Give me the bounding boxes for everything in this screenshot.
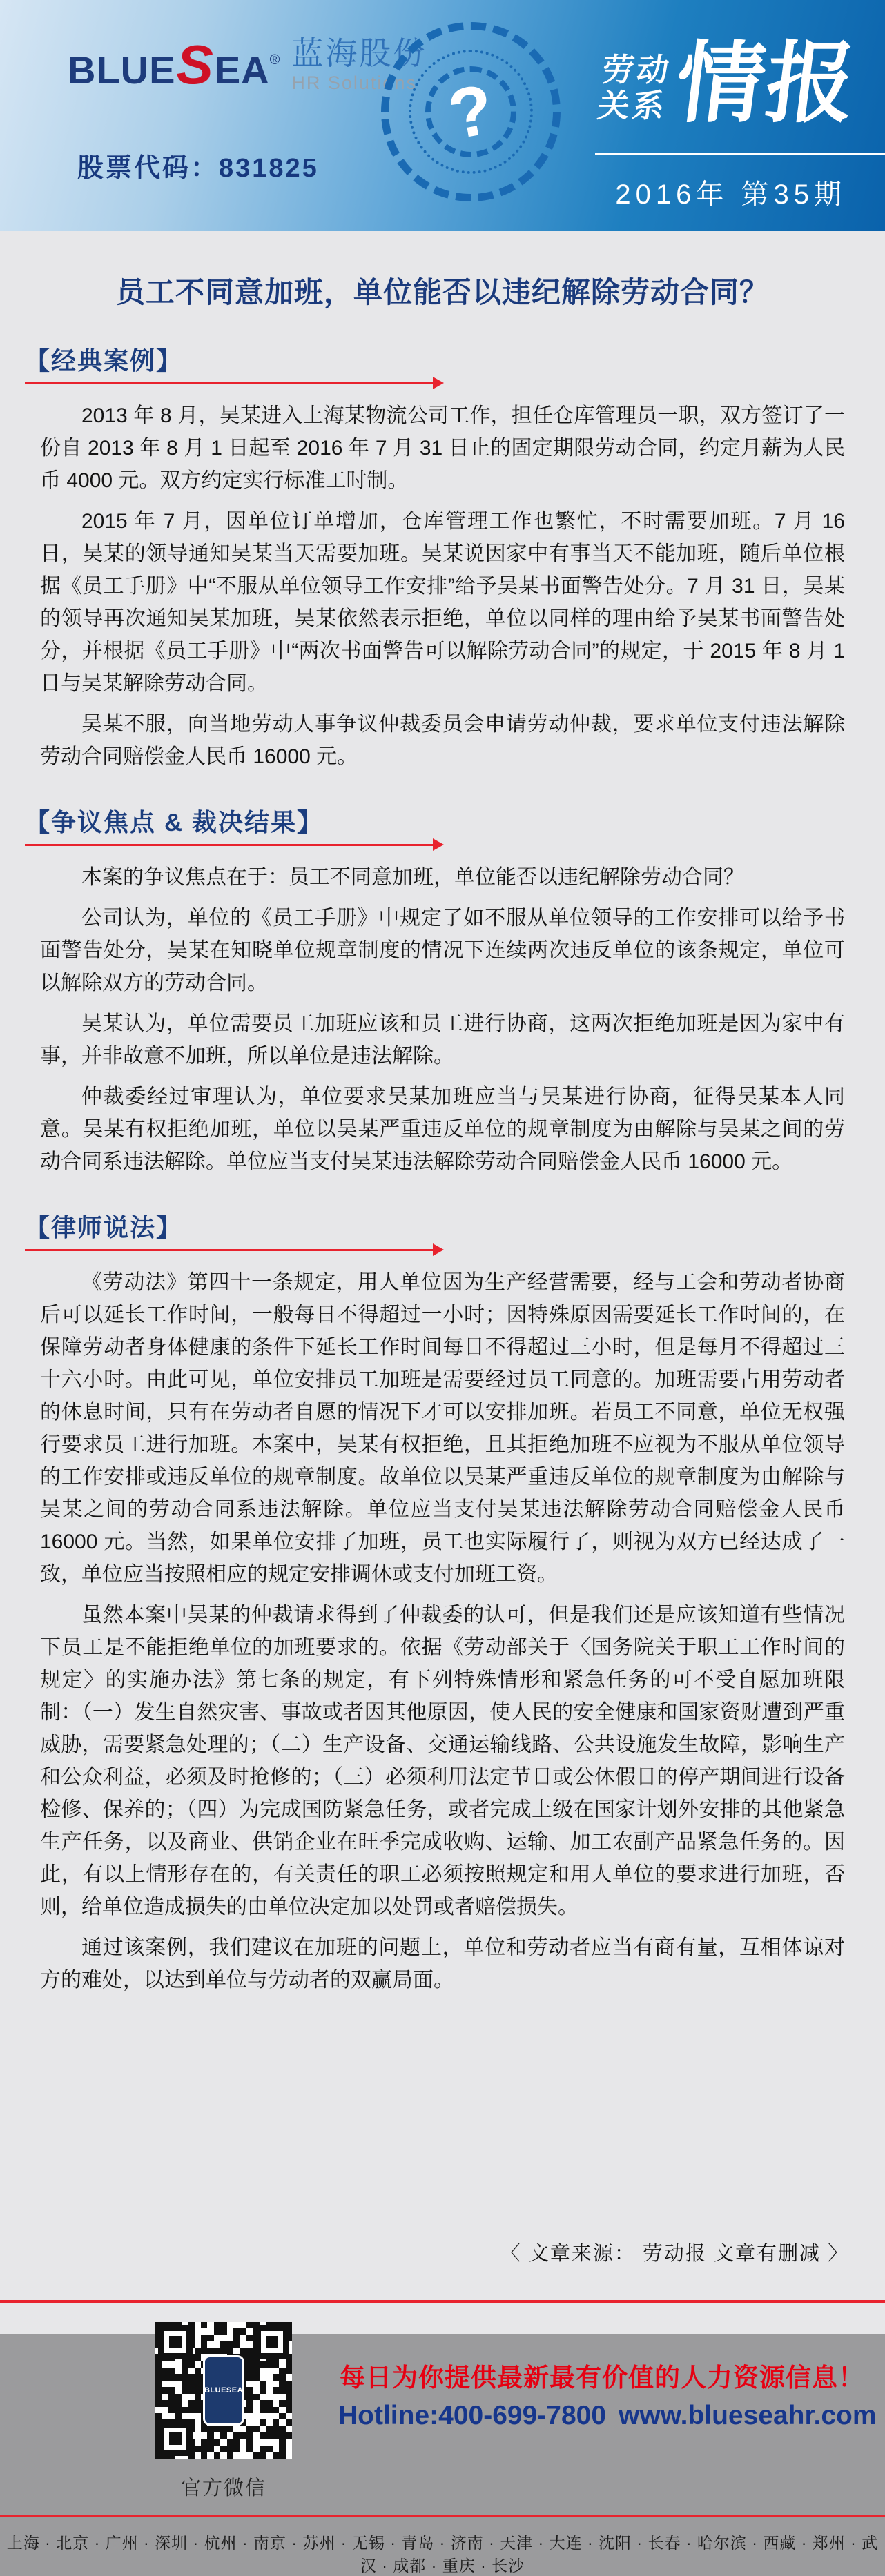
masthead-title bbox=[595, 35, 862, 133]
promo-line: 每日为你提供最新最有价值的人力资源信息！ bbox=[340, 2363, 864, 2392]
paragraph: 吴某不服，向当地劳动人事争议仲裁委员会申请劳动仲裁，要求单位支付违法解除劳动合同赔偿金人民币 16000 元。 bbox=[40, 713, 845, 768]
wechat-qr-code bbox=[155, 2322, 292, 2459]
red-s-swoosh-icon: S bbox=[176, 33, 214, 95]
section-lawyer-opinion bbox=[25, 1208, 845, 1996]
company-name: 蓝海股份 bbox=[291, 35, 427, 71]
qr-center-logo: BLUESEA bbox=[203, 2355, 244, 2426]
paragraph: 本案的争议焦点在于：员工不同意加班，单位能否以违纪解除劳动合同？ bbox=[81, 866, 744, 889]
masthead-big-text: 情报 bbox=[670, 35, 862, 133]
article-content bbox=[0, 342, 885, 1996]
article-body bbox=[0, 231, 885, 2575]
red-divider-top bbox=[0, 2300, 885, 2303]
bluesea-logo-wordmark: BLUESEA® bbox=[68, 33, 281, 95]
section-classic-case bbox=[25, 342, 845, 773]
question-mark-emblem bbox=[381, 22, 561, 201]
branch-cities: 上海 · 北京 · 广州 · 深圳 · 杭州 · 南京 · 苏州 · 无锡 · 青岛 · 济南 · 天津 · 大连 · 沈阳 · 长春 · 哈尔滨 · 西藏 · 郑州 · 武汉 · 成都 · 重庆 · 长沙 bbox=[6, 2534, 879, 2575]
red-arrow-icon bbox=[25, 1249, 439, 1251]
red-arrow-icon bbox=[25, 382, 439, 384]
red-arrow-icon bbox=[25, 844, 439, 846]
header-banner bbox=[0, 0, 885, 231]
qr-finder-icon bbox=[158, 2325, 193, 2359]
qr-finder-icon bbox=[158, 2421, 193, 2456]
red-divider-bottom bbox=[0, 2515, 885, 2517]
masthead-line2: 关系 bbox=[596, 87, 670, 124]
paragraph: 2013 年 8 月，吴某进入上海某物流公司工作，担任仓库管理员一职，双方签订了一份自 2013 年 8 月 1 日起至 2016 年 7 月 31 日止的固定期限劳动合同，约定月薪为人民币 4000 元。双方约定实行标准工时制。 bbox=[40, 404, 845, 492]
section-heading: 【争议焦点 & 裁决结果】 bbox=[25, 808, 324, 836]
masthead-line1: 劳动 bbox=[600, 52, 674, 88]
issue-number: 2016年 第35期 bbox=[615, 179, 846, 210]
section-dispute-focus bbox=[25, 803, 845, 1178]
masthead-divider bbox=[595, 153, 885, 155]
source-note: 〈 文章来源： 劳动报 文章有删减 〉 bbox=[500, 2243, 849, 2265]
paragraph: 吴某认为，单位需要员工加班应该和员工进行协商，这两次拒绝加班是因为家中有事，并非故意不加班，所以单位是违法解除。 bbox=[40, 1012, 845, 1068]
company-tagline: HR Solutions bbox=[291, 72, 417, 93]
registered-mark: ® bbox=[269, 52, 281, 68]
section-heading: 【经典案例】 bbox=[25, 346, 183, 375]
qr-finder-icon bbox=[255, 2325, 289, 2359]
website-url: www.blueseahr.com bbox=[619, 2401, 877, 2430]
hotline-number: Hotline:400-699-7800 bbox=[338, 2401, 607, 2430]
paragraph: 《劳动法》第四十一条规定，用人单位因为生产经营需要，经与工会和劳动者协商后可以延长工作时间，一般每日不得超过一小时；因特殊原因需要延长工作时间的，在保障劳动者身体健康的条件下延长工作时间每日不得超过三小时，但是每月不得超过三十六小时。由此可见，单位安排员工加班是需要经过员工同意的。加班需要占用劳动者的休息时间，只有在劳动者自愿的情况下才可以安排加班。若员工不同意，单位无权强行要求员工进行加班。本案中，吴某有权拒绝，且其拒绝加班不应视为不服从单位领导的工作安排或违反单位的规章制度。故单位以吴某严重违反单位的规章制度为由解除与吴某之间的劳动合同系违法解除。单位应当支付吴某违法解除劳动合同赔偿金人民币 16000 元。当然，如果单位安排了加班，员工也实际履行了，则视为双方已经达成了一致，单位应当按照相应的规定安排调休或支付加班工资。 bbox=[40, 1271, 845, 1586]
section-heading: 【律师说法】 bbox=[25, 1213, 183, 1241]
hotline-line bbox=[338, 2401, 877, 2431]
paragraph: 仲裁委经过审理认为，单位要求吴某加班应当与吴某进行协商，征得吴某本人同意。吴某有权拒绝加班，单位以吴某严重违反单位的规章制度为由解除与吴某之间的劳动合同系违法解除。单位应当支付吴某违法解除劳动合同赔偿金人民币 16000 元。 bbox=[40, 1085, 845, 1173]
question-mark-icon: ? bbox=[442, 68, 499, 155]
article-title: 员工不同意加班，单位能否以违纪解除劳动合同？ bbox=[115, 276, 769, 308]
paragraph: 2015 年 7 月，因单位订单增加，仓库管理工作也繁忙，不时需要加班。7 月 16 日，吴某的领导通知吴某当天需要加班。吴某说因家中有事当天不能加班，随后单位根据《员工手册》中“不服从单位领导工作安排”给予吴某书面警告处分。7 月 31 日，吴某的领导再次通知吴某加班，吴某依然表示拒绝，单位以同样的理由给予吴某书面警告处分，并根据《员工手册》中“两次书面警告可以解除劳动合同”的规定，于 2015 年 8 月 1 日与吴某解除劳动合同。 bbox=[40, 510, 845, 695]
paragraph: 虽然本案中吴某的仲裁请求得到了仲裁委的认可，但是我们还是应该知道有些情况下员工是不能拒绝单位的加班要求的。依据《劳动部关于〈国务院关于职工工作时间的规定〉的实施办法》第七条的规定，有下列特殊情形和紧急任务的可不受自愿加班限制：（一）发生自然灾害、事故或者因其他原因，使人民的安全健康和国家资财遭到严重威胁，需要紧急处理的；（二）生产设备、交通运输线路、公共设施发生故障，影响生产和公众利益，必须及时抢修的；（三）必须利用法定节日或公休假日的停产期间进行设备检修、保养的；（四）为完成国防紧急任务，或者完成上级在国家计划外安排的其他紧急生产任务，以及商业、供销企业在旺季完成收购、运输、加工农副产品紧急任务的。因此，有以上情形存在的，有关责任的职工必须按照规定和用人单位的要求进行加班，否则，给单位造成损失的由单位决定加以处罚或者赔偿损失。 bbox=[40, 1604, 845, 1918]
wechat-caption: 官方微信 bbox=[180, 2477, 266, 2499]
paragraph: 通过该案例，我们建议在加班的问题上，单位和劳动者应当有商有量，互相体谅对方的难处，以达到单位与劳动者的双赢局面。 bbox=[40, 1936, 845, 1992]
paragraph: 公司认为，单位的《员工手册》中规定了如不服从单位领导的工作安排可以给予书面警告处分，吴某在知晓单位规章制度的情况下连续两次违反单位的该条规定，单位可以解除双方的劳动合同。 bbox=[40, 907, 845, 994]
masthead-small-lines bbox=[596, 52, 674, 124]
stock-code: 股票代码：831825 bbox=[77, 154, 319, 183]
